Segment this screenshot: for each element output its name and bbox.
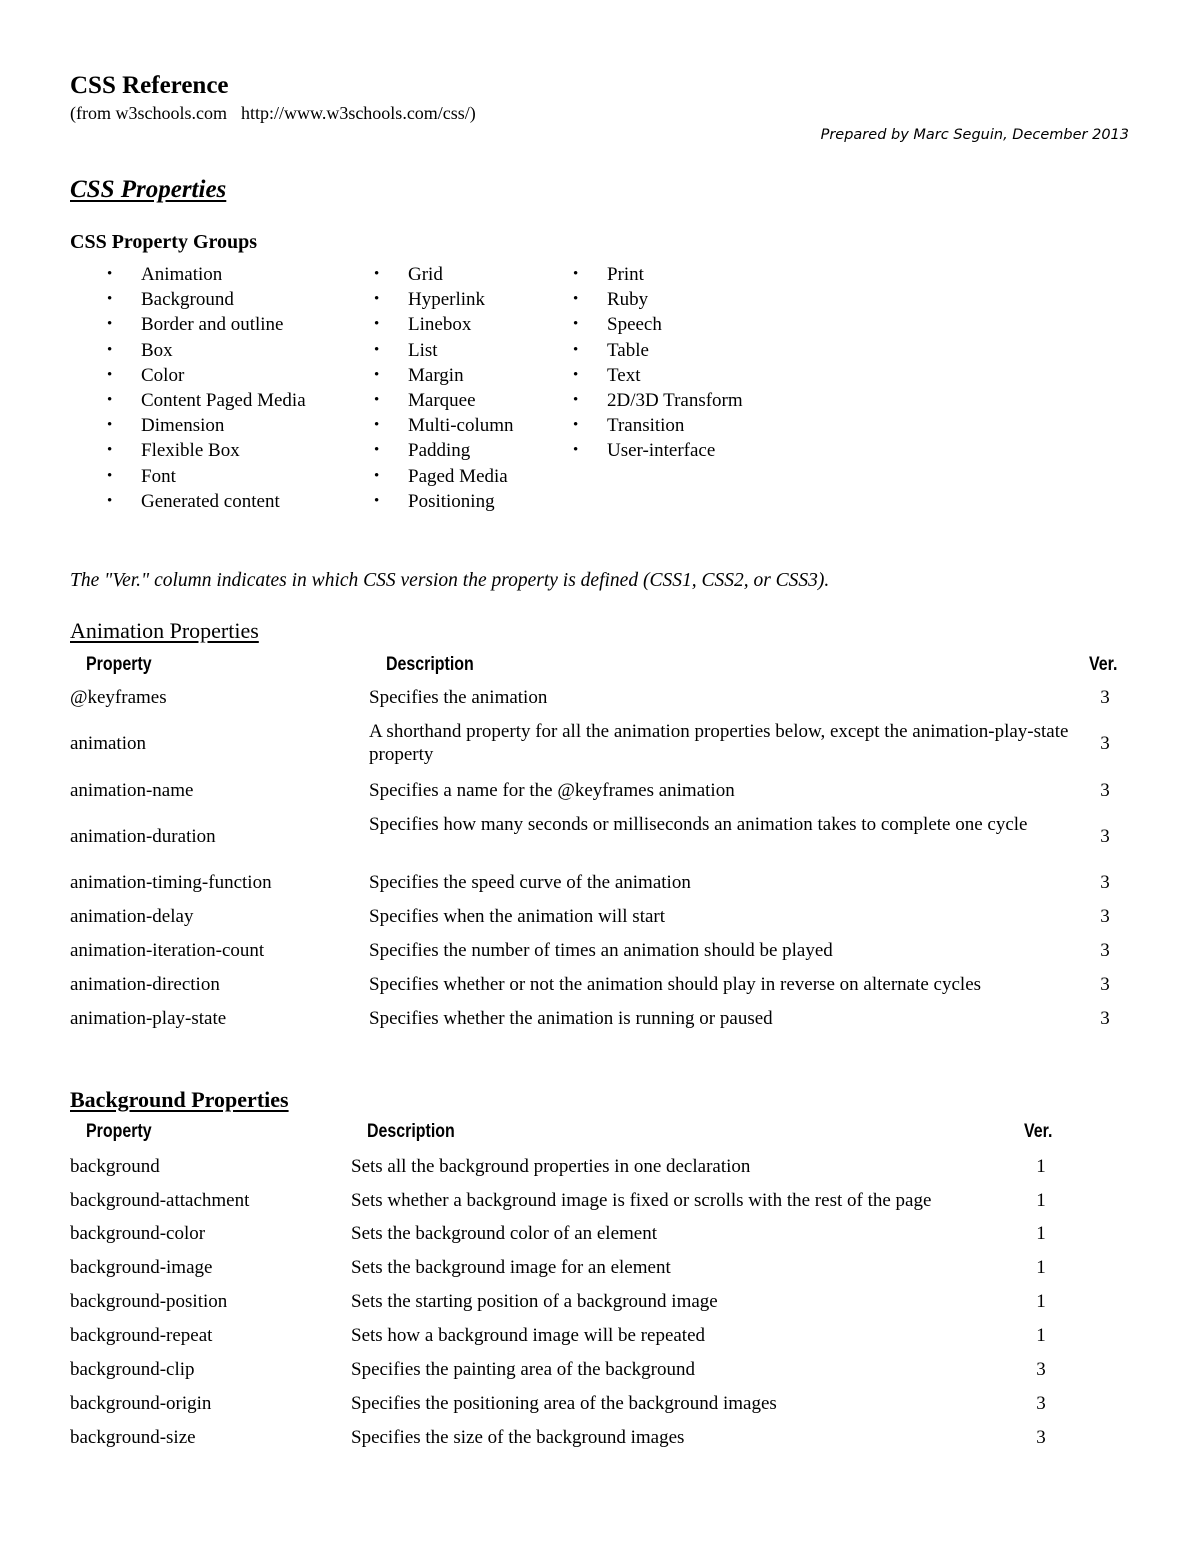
version-note: The "Ver." column indicates in which CSS version the property is defined (CSS1, CSS2, or CSS3). xyxy=(70,570,830,591)
background-table-title: Background Properties xyxy=(70,1087,289,1112)
description-cell: Specifies whether or not the animation should play in reverse on alternate cycles xyxy=(369,974,982,995)
source-line xyxy=(70,103,476,124)
animation-header-version: Ver. xyxy=(1089,654,1118,675)
bullet-icon: • xyxy=(374,366,380,383)
property-cell: animation-duration xyxy=(70,826,216,847)
description-cell: Sets the starting position of a background image xyxy=(351,1291,718,1312)
description-cell: Specifies a name for the @keyframes animation xyxy=(369,780,735,801)
group-item-label: Color xyxy=(141,364,185,386)
group-item-label: Print xyxy=(607,264,644,285)
group-item-label: Animation xyxy=(141,264,223,285)
bullet-icon: • xyxy=(374,266,380,282)
bullet-icon: • xyxy=(374,467,380,484)
property-cell: animation xyxy=(70,733,146,754)
version-cell: 3 xyxy=(1100,826,1110,847)
bullet-icon: • xyxy=(374,316,380,333)
bullet-icon: • xyxy=(107,316,113,333)
bullet-icon: • xyxy=(107,417,113,434)
description-cell: Sets the background color of an element xyxy=(351,1223,658,1244)
bullet-icon: • xyxy=(107,266,113,282)
bullet-icon: • xyxy=(573,291,579,308)
group-item-label: Background xyxy=(141,289,234,311)
version-cell: 3 xyxy=(1036,1393,1046,1414)
group-item-label: Padding xyxy=(408,440,471,462)
property-cell: background-color xyxy=(70,1223,206,1244)
group-item-label: User-interface xyxy=(607,440,716,462)
bullet-icon: • xyxy=(374,492,380,509)
property-cell: background-repeat xyxy=(70,1325,213,1346)
property-cell: animation-iteration-count xyxy=(70,940,265,961)
group-item-label: Border and outline xyxy=(141,314,284,336)
description-cell: Specifies when the animation will start xyxy=(369,906,666,927)
source-url: http://www.w3schools.com/css/) xyxy=(240,103,476,123)
bullet-icon: • xyxy=(374,417,380,434)
version-cell: 1 xyxy=(1036,1223,1046,1244)
animation-table-title: Animation Properties xyxy=(70,618,259,643)
group-item-label: Flexible Box xyxy=(141,440,240,462)
animation-header-property: Property xyxy=(86,654,152,675)
bullet-icon: • xyxy=(107,492,113,509)
property-cell: background-position xyxy=(70,1291,228,1312)
bullet-icon: • xyxy=(107,366,113,383)
bullet-icon: • xyxy=(573,417,579,434)
description-cell: Sets all the background properties in one declaration xyxy=(351,1156,751,1177)
version-cell: 3 xyxy=(1100,906,1110,927)
groups-title: CSS Property Groups xyxy=(70,231,258,253)
group-item-label: Dimension xyxy=(141,415,225,437)
group-item-label: Generated content xyxy=(141,490,280,512)
version-cell: 3 xyxy=(1100,780,1110,801)
property-cell: animation-name xyxy=(70,780,194,801)
version-cell: 3 xyxy=(1100,687,1110,708)
group-item-label: Speech xyxy=(607,314,662,336)
description-cell: Sets the background image for an element xyxy=(351,1257,671,1278)
description-cell: Specifies whether the animation is running or paused xyxy=(369,1008,773,1029)
source-label: (from w3schools.com xyxy=(70,103,227,123)
background-header-version: Ver. xyxy=(1024,1121,1053,1142)
bullet-icon: • xyxy=(374,442,380,459)
group-item-label: Box xyxy=(141,339,173,361)
property-cell: background-size xyxy=(70,1427,196,1448)
property-cell: @keyframes xyxy=(70,687,167,708)
bullet-icon: • xyxy=(573,366,579,383)
description-cell: A shorthand property for all the animation properties below, except the animation-play-state property xyxy=(369,721,1069,765)
bullet-icon: • xyxy=(107,467,113,484)
group-item-label: Ruby xyxy=(607,289,649,311)
bullet-icon: • xyxy=(107,391,113,408)
prepared-by: Prepared by Marc Seguin, December 2013 xyxy=(820,127,1129,143)
group-item-label: Transition xyxy=(607,415,685,437)
bullet-icon: • xyxy=(573,316,579,333)
group-item-label: Paged Media xyxy=(408,465,508,487)
group-item-label: 2D/3D Transform xyxy=(607,389,743,411)
description-cell: Specifies the animation xyxy=(369,687,548,708)
group-item-label: Multi-column xyxy=(408,415,514,437)
bullet-icon: • xyxy=(107,341,113,358)
version-cell: 3 xyxy=(1036,1427,1046,1448)
property-cell: background xyxy=(70,1156,160,1177)
version-cell: 1 xyxy=(1036,1257,1046,1278)
group-item-label: List xyxy=(408,339,438,361)
version-cell: 1 xyxy=(1036,1325,1046,1346)
version-cell: 3 xyxy=(1100,974,1110,995)
group-item-label: Margin xyxy=(408,364,464,386)
description-cell: Specifies the number of times an animation should be played xyxy=(369,940,833,961)
bullet-icon: • xyxy=(107,291,113,308)
property-cell: animation-delay xyxy=(70,906,194,927)
description-cell: Specifies the positioning area of the background images xyxy=(351,1393,777,1414)
property-cell: background-image xyxy=(70,1257,213,1278)
property-cell: animation-timing-function xyxy=(70,872,272,893)
bullet-icon: • xyxy=(107,442,113,459)
bullet-icon: • xyxy=(374,391,380,408)
group-item-label: Font xyxy=(141,465,176,487)
property-cell: background-attachment xyxy=(70,1190,250,1211)
description-cell: Specifies the painting area of the background xyxy=(351,1359,695,1380)
version-cell: 1 xyxy=(1036,1291,1046,1312)
description-cell: Specifies the speed curve of the animation xyxy=(369,872,691,893)
section-title: CSS Properties xyxy=(70,176,227,203)
bullet-icon: • xyxy=(573,266,579,282)
bullet-icon: • xyxy=(374,291,380,308)
group-item-label: Linebox xyxy=(408,314,472,336)
version-cell: 3 xyxy=(1100,940,1110,961)
version-cell: 1 xyxy=(1036,1190,1046,1211)
property-cell: background-origin xyxy=(70,1393,212,1414)
group-item-label: Content Paged Media xyxy=(141,389,306,411)
group-item-label: Table xyxy=(607,339,649,361)
property-cell: background-clip xyxy=(70,1359,195,1380)
description-cell: Sets how a background image will be repeated xyxy=(351,1325,706,1346)
animation-header-description: Description xyxy=(386,654,474,675)
group-item-label: Grid xyxy=(408,264,443,285)
background-header-description: Description xyxy=(367,1121,455,1142)
bullet-icon: • xyxy=(374,341,380,358)
version-cell: 3 xyxy=(1100,733,1110,754)
description-cell: Specifies the size of the background images xyxy=(351,1427,685,1448)
bullet-icon: • xyxy=(573,442,579,459)
bullet-icon: • xyxy=(573,341,579,358)
group-item-label: Positioning xyxy=(408,490,495,512)
version-cell: 3 xyxy=(1100,1008,1110,1029)
group-item-label: Marquee xyxy=(408,389,476,411)
background-header-property: Property xyxy=(86,1121,152,1142)
version-cell: 3 xyxy=(1036,1359,1046,1380)
property-cell: animation-play-state xyxy=(70,1008,227,1029)
document-title: CSS Reference xyxy=(70,72,229,99)
version-cell: 1 xyxy=(1036,1156,1046,1177)
description-cell: Specifies how many seconds or milliseconds an animation takes to complete one cycle xyxy=(369,814,1028,835)
group-item-label: Text xyxy=(607,364,641,386)
version-cell: 3 xyxy=(1100,872,1110,893)
property-cell: animation-direction xyxy=(70,974,220,995)
group-item-label: Hyperlink xyxy=(408,289,486,311)
description-cell: Sets whether a background image is fixed or scrolls with the rest of the page xyxy=(351,1190,932,1211)
bullet-icon: • xyxy=(573,391,579,408)
